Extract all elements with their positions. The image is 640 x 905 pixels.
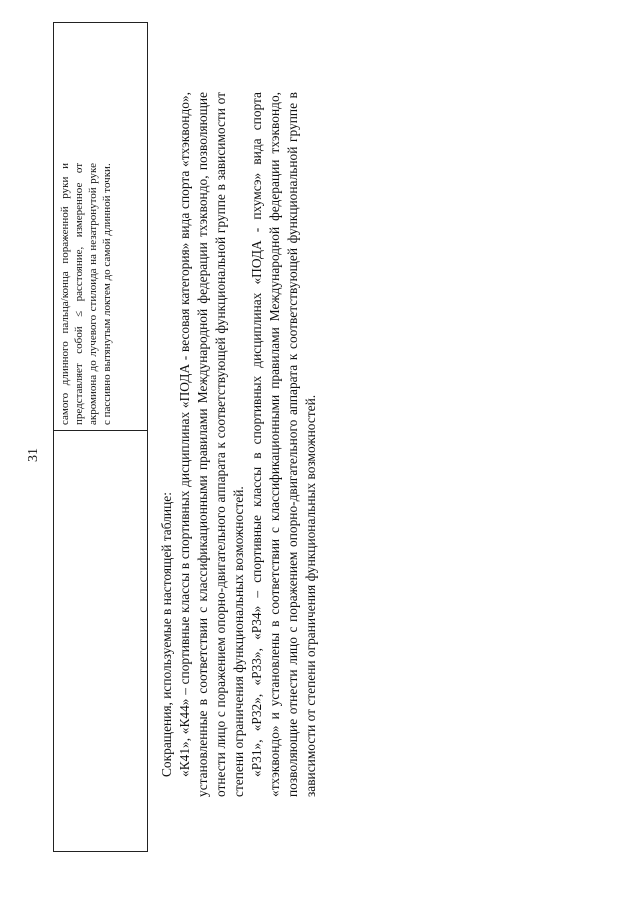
page-number: 31 (26, 448, 41, 462)
abbreviations-intro: Сокращения, используемые в настоящей таблице: (159, 492, 174, 777)
abbreviation-p31-p34: «Р31», «Р32», «Р33», «Р34» – спортивные классы в спортивных дисциплинах «ПОДА - пхумсэ» вида спорта «тхэквондо» и установлены в соответствии с классификационными правилами Международной федерации тхэквондо, позволяющие отнести лицо с поражением опорно-двигательного аппарата к соответствующей функциональной группе в зависимости от степени ограничения функциональных возможностей. (249, 92, 318, 797)
table-column-divider (54, 430, 147, 431)
abbreviation-k41-k44: «К41», «К44» – спортивные классы в спортивных дисциплинах «ПОДА - весовая категория» вида спорта «тхэквондо», установленные в соответствии с классификационными правилами Международной федерации тхэквондо, позволяющие отнести лицо с поражением опорно-двигательного аппарата к соответствующей функциональной группе в зависимости от степени ограничения функциональных возможностей. (177, 92, 246, 797)
table-continuation (53, 22, 148, 852)
rotated-document-page (20, 22, 620, 882)
table-cell-description: самого длинного пальца/конца пораженной руки и представляет собой ≤ расстояние, измеренное от акромиона до лучевого стилоида на незатронутой руке с пассивно вытянутым локтем до самой длинной точки. (59, 163, 113, 425)
abbreviations-section (158, 92, 320, 797)
